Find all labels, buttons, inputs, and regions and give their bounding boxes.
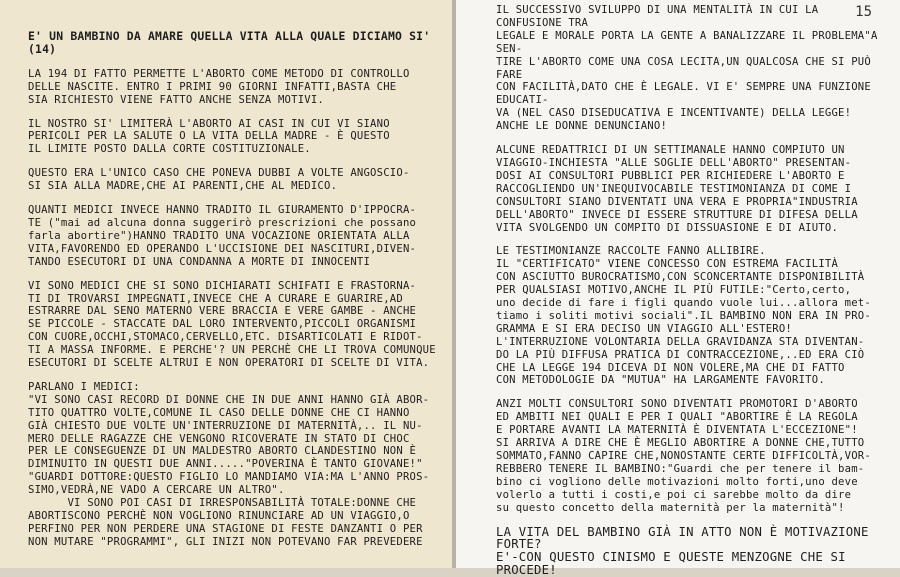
left-paragraph-5: VI SONO MEDICI CHE SI SONO DICHIARATI SCHIFATI E FRASTORNA- TI DI TROVARSI IMPEGNATI,INVECE CHE A CURARE E GUARIRE,AD ESTRARRE DAL SENO MATERNO VERE BRACCIA E VERE GAMBE - ANCHE SE PICCOLE - STACCATE DAL LORO INTERVENTO,PICCOLI ORGANISMI CON CUORE,OCCHI,STOMACO,CERVELLO,ETC. DISARTICOLATI E RIDOT- TI A MASSA INFORME. E PERCHE'? UN PERCHÈ CHE LI TROVA COMUNQUE ESECUTORI DI SCELTE ALTRUI E NON OPERATORI DI SCELTE DI VITA. (28, 279, 436, 370)
left-paragraph-6: PARLANO I MEDICI: "VI SONO CASI RECORD DI DONNE CHE IN DUE ANNI HANNO GIÀ ABOR- TITO QUATTRO VOLTE,COMUNE IL CASO DELLE DONNE CHE CI HANNO GIÀ CHIESTO DUE VOLTE UN'INTERRUZIONE DI MATERNITÀ,.. IL NU- MERO DELLE RAGAZZE CHE VENGONO RICOVERATE IN STATO DI CHOC PER LE CONSEGUENZE DI UN MALDESTRO ABORTO CLANDESTINO NON È DIMINUITO IN QUESTI DUE ANNI....."POVERINA È TANTO GIOVANE!" "GUARDI DOTTORE:QUESTO FIGLIO LO MANDIAMO VIA:MA L'ANNO PROS- SIMO,VEDRÀ,NE VADO A CERCARE UN ALTRO". VI SONO POI CASI DI IRRESPONSABILITÀ TOTALE:DONNE CHE ABORTISCONO PERCHÈ NON VOGLIONO RINUNCIARE AD UN VIAGGIO,O PERFINO PER NON PERDERE UNA STAGIONE DI FESTE DANZANTI O PER NON MUTARE "PROGRAMMI", GLI INIZI NON POTEVANO FAR PREVEDERE (28, 380, 430, 548)
left-paragraph-3: QUESTO ERA L'UNICO CASO CHE PONEVA DUBBI A VOLTE ANGOSCIO- SI SIA ALLA MADRE,CHE AI PARENTI,CHE AL MEDICO. (28, 167, 410, 193)
right-page (456, 0, 900, 577)
left-paragraph-4: QUANTI MEDICI INVECE HANNO TRADITO IL GIURAMENTO D'IPPOCRA- TE ("mai ad alcuna donna suggerirò prescrizioni che possano farla abortire")HANNO TRADITO UNA VOCAZIONE ORIENTATA ALLA VITA,FAVORENDO ED OPERANDO L'UCCISIONE DEI NASCITURI,DIVEN- TANDO ESECUTORI DI UNA CONDANNA A MORTE DI INNOCENTI (28, 204, 417, 268)
page-number: 15 (855, 4, 872, 20)
left-paragraph-1: LA 194 DI FATTO PERMETTE L'ABORTO COME METODO DI CONTROLLO DELLE NASCITE. ENTRO I PRIMI 90 GIORNI INFATTI,BASTA CHE SIA RICHIESTO VIENE FATTO ANCHE SENZA MOTIVI. (28, 67, 410, 106)
right-paragraph-5: LA VITA DEL BAMBINO GIÀ IN ATTO NON È MOTIVAZIONE FORTE? E'-CON QUESTO CINISMO E QUESTE MENZOGNE CHE SI PROCEDE! (496, 524, 869, 577)
right-paragraph-4: ANZI MOLTI CONSULTORI SONO DIVENTATI PROMOTORI D'ABORTO ED AMBITI NEI QUALI E PER I QUALI "ABORTIRE È LA REGOLA E PORTARE AVANTI LA MATERNITÀ È DIVENTATA L'ECCEZIONE"! SI ARRIVA A DIRE CHE È MEGLIO ABORTIRE A DONNE CHE,TUTTO SOMMATO,FANNO CAPIRE CHE,NONOSTANTE CERTE DIFFICOLTÀ,VOR- REBBERO TENERE IL BAMBINO:"Guardi che per tenere il bam- bino ci vogliono delle motivazioni molto forti,uno deve volerlo a tutti i costi,e poi ci sarebbe molto da dire su questo concetto della maternità per la maternità"! (496, 398, 871, 514)
left-page (0, 0, 452, 568)
right-paragraph-1: IL SUCCESSIVO SVILUPPO DI UNA MENTALITÀ IN CUI LA CONFUSIONE TRA LEGALE E MORALE PORTA LA GENTE A BANALIZZARE IL PROBLEMA"A SEN- TIRE L'ABORTO COME UNA COSA LECITA,UN QUALCOSA CHE SI PUÒ FARE CON FACILITÀ,DATO CHE È LEGALE. VI E' SEMPRE UNA FUNZIONE EDUCATI- VA (NEL CASO DISEDUCATIVA E INCENTIVANTE) DELLA LEGGE! ANCHE LE DONNE DENUNCIANO! (496, 4, 878, 133)
right-paragraph-3: LE TESTIMONIANZE RACCOLTE FANNO ALLIBIRE. IL "CERTIFICATO" VIENE CONCESSO CON ESTREMA FACILITÀ CON ASCIUTTO BUROCRATISMO,CON SCONCERTANTE DISPONIBILITÀ PER QUALSIASI MOTIVO,ANCHE IL PIÙ FUTILE:"Certo,certo, uno decide di fare i figli quando vuole lui...allora met- tiamo i soliti motivi sociali".IL BAMBINO NON ERA IN PRO- GRAMMA E SI ERA DECISO UN VIAGGIO ALL'ESTERO! L'INTERRUZIONE VOLONTARIA DELLA GRAVIDANZA STA DIVENTAN- DO LA PIÙ DIFFUSA PRATICA DI CONTRACCEZIONE,..ED ERA CIÒ CHE LA LEGGE 194 DICEVA DI NON VOLERE,MA CHE DI FATTO CON METODOLOGIE DA "MUTUA" HA LARGAMENTE FAVORITO. (496, 245, 871, 387)
left-paragraph-2: IL NOSTRO SI' LIMITERÀ L'ABORTO AI CASI IN CUI VI SIANO PERICOLI PER LA SALUTE O LA VITA DELLA MADRE - È QUESTO IL LIMITE POSTO DALLA CORTE COSTITUZIONALE. (28, 117, 390, 156)
right-paragraph-2: ALCUNE REDATTRICI DI UN SETTIMANALE HANNO COMPIUTO UN VIAGGIO-INCHIESTA "ALLE SOGLIE DELL'ABORTO" PRESENTAN- DOSI AI CONSULTORI PUBBLICI PER RICHIEDERE L'ABORTO E RACCOGLIENDO UN'INEQUIVOCABILE TESTIMONIANZA DI COME I CONSULTORI SIANO DIVENTATI UNA VERA E PROPRIA"INDUSTRIA DELL'ABORTO" INVECE DI ESSERE STRUTTURE DI DIFESA DELLA VITA SVOLGENDO UN COMPITO DI DISSUASIONE E DI AIUTO. (496, 144, 858, 234)
left-page-title: E' UN BAMBINO DA AMARE QUELLA VITA ALLA QUALE DICIAMO SI' (14) (28, 29, 438, 56)
